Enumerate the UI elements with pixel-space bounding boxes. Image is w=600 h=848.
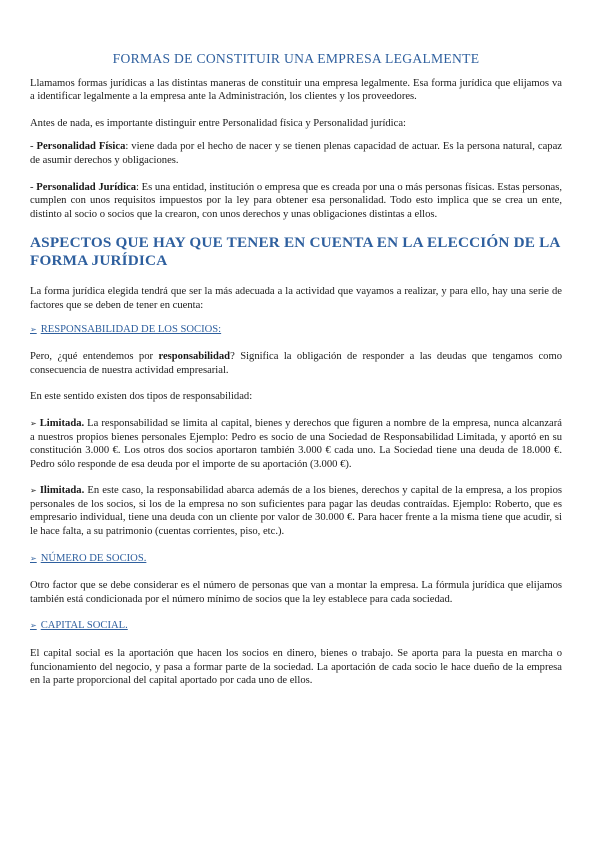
ilimitada-paragraph [30, 484, 562, 538]
aspectos-intro-paragraph: La forma jurídica elegida tendrá que ser la más adecuada a la actividad que vayamos a realizar, y para ello, hay una serie de factores que se deben de tener en cuenta: [30, 286, 562, 311]
document-title: FORMAS DE CONSTITUIR UNA EMPRESA LEGALMENTE [112, 51, 480, 66]
capital-paragraph: El capital social es la aportación que hacen los socios en dinero, bienes o trabajo. Se aporta para la puesta en marcha o funcionamiento del negocio, y pasa a formar parte de la sociedad. La aportación de cada socio le hace dueño de la empresa en la parte proporcional del capital aportado por cada uno de ellos. [30, 648, 562, 687]
numero-paragraph: Otro factor que se debe considerar es el número de personas que van a montar la empresa. La fórmula jurídica que elijamos también está condicionada por el número mínimo de socios que la ley establece para cada sociedad. [30, 580, 562, 605]
personalidad-fisica-paragraph [30, 140, 562, 167]
responsabilidad-term: responsabilidad [158, 351, 231, 363]
limitada-text: La responsabilidad se limita al capital, bienes y derechos que figuren a nombre de la empresa, nunca alcanzará a nuestros propios bienes personales Ejemplo: Pedro es socio de una Sociedad de Responsabilidad Limitada, y aportó en su constitución 3.000 €. Los otros dos socios aportaron también 3.000 € cada uno. La Sociedad tiene una deuda de 18.000 €. Pedro sólo responde de esa deuda por el importe de su aportación (3.000 €). [30, 417, 562, 470]
personalidad-juridica-text: : Es una entidad, institución o empresa que es creada por una o más personas físicas. Estas personas, cumplen con unos requisitos impuestos por la ley para obtener esa personalidad. Todo esto implica que se crea un ente, distinto al socio o socios que la crearon, con unos derechos y unas obligaciones distintas a ellos. [30, 181, 562, 220]
personalidad-juridica-paragraph [30, 181, 562, 222]
section-numero-heading [30, 552, 562, 566]
limitada-paragraph [30, 417, 562, 471]
responsabilidad-definition-paragraph [30, 350, 562, 377]
tipos-paragraph: En este sentido existen dos tipos de responsabilidad: [30, 391, 253, 403]
section-numero-label: NÚMERO DE SOCIOS. [40, 552, 147, 564]
ilimitada-term: Ilimitada. [39, 485, 85, 497]
section-capital-label: CAPITAL SOCIAL. [40, 620, 128, 632]
intro-paragraph: Llamamos formas jurídicas a las distintas maneras de constituir una empresa legalmente. Esa forma jurídica que elijamos va a identificar legalmente a la empresa ante la Administración, los clientes y los proveedores. [30, 77, 562, 103]
resp-def-post: ? Significa la obligación de responder a las deudas que tengamos como consecuencia de nuestra actividad empresarial. [30, 351, 562, 376]
ilimitada-text: En este caso, la responsabilidad abarca además de a los bienes, derechos y capital de la empresa, a los propios personales de los socios, si los de la empresa no son suficientes para pagar las deudas contraídas. Ejemplo: Roberto, que es empresario individual, tiene una deuda con un cliente por valor de 30.000 €. Para hacer frente a la misma tiene que acudir, si le hace falta, a su patrimonio (cuentas corrientes, piso, etc.). [30, 485, 562, 538]
arrow-bullet-icon: ➢ [30, 621, 37, 631]
personalidad-fisica-text: : viene dada por el hecho de nacer y se tienen plenas capacidad de actuar. Es la persona natural, capaz de asumir derechos y obligaciones. [30, 141, 562, 166]
antes-paragraph: Antes de nada, es importante distinguir entre Personalidad física y Personalidad jurídica: [30, 117, 406, 129]
dash: - [30, 141, 37, 153]
personalidad-fisica-term: Personalidad Física [36, 141, 126, 153]
resp-def-pre: Pero, ¿qué entendemos por [30, 351, 159, 363]
section-responsabilidad-label: RESPONSABILIDAD DE LOS SOCIOS: [40, 323, 222, 335]
arrow-bullet-icon: ➢ [30, 486, 37, 496]
aspectos-heading: ASPECTOS QUE HAY QUE TENER EN CUENTA EN LA ELECCIÓN DE LA FORMA JURÍDICA [30, 234, 560, 270]
arrow-bullet-icon: ➢ [30, 324, 37, 334]
dash: - [30, 181, 37, 193]
arrow-bullet-icon: ➢ [30, 553, 37, 563]
section-capital-heading [30, 619, 562, 633]
arrow-bullet-icon: ➢ [30, 418, 37, 428]
section-responsabilidad-heading [30, 323, 562, 337]
personalidad-juridica-term: Personalidad Jurídica [36, 181, 137, 193]
limitada-term: Limitada. [39, 417, 85, 429]
